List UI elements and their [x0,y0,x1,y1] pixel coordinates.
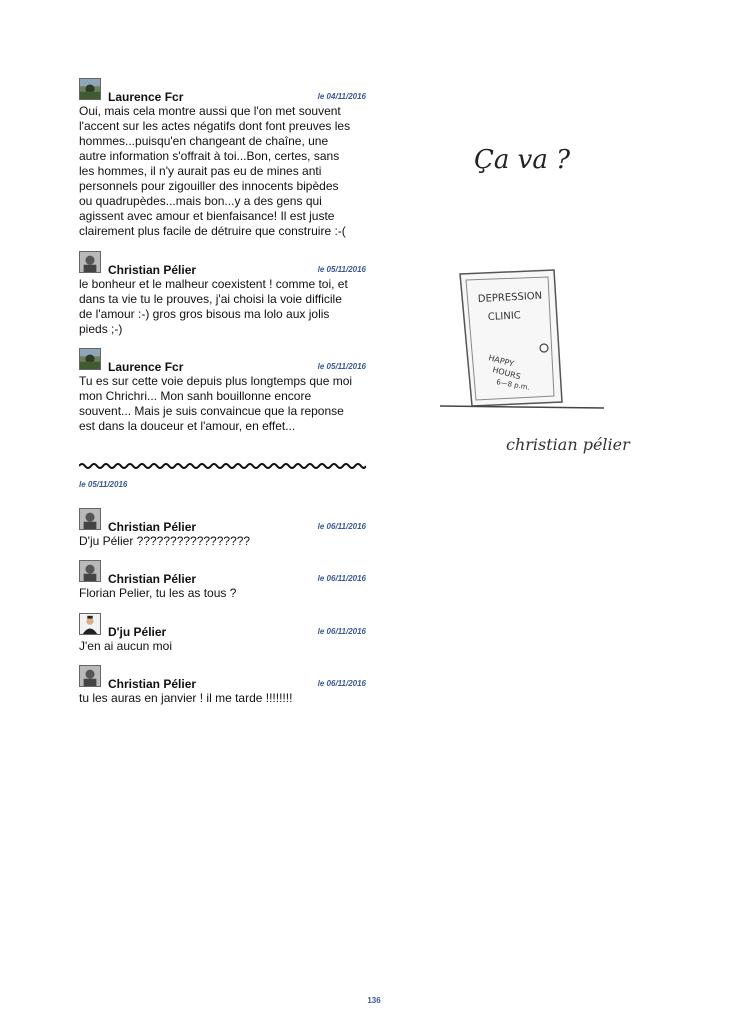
avatar[interactable] [79,348,101,370]
comment-text: J'en ai aucun moi [79,639,173,653]
drawing-signature: christian pélier [506,435,630,454]
comment [79,665,366,706]
comment-date: le 06/11/2016 [317,679,366,688]
comment-header [79,508,366,534]
comment-text: le bonheur et le malheur coexistent ! comme toi, et dans ta vie tu le prouves, j'ai choisi la voie difficile de l'amour :-) gros gros bisous ma lolo aux jolis pieds ;-) [79,277,348,336]
avatar[interactable] [79,78,101,100]
comment-text: tu les auras en janvier ! il me tarde !!!!!!!! [79,691,293,705]
drawing-caption: Ça va ? [474,145,571,175]
comment-date: le 05/11/2016 [317,362,366,371]
portrait-avatar-icon [80,666,100,686]
avatar[interactable] [79,508,101,530]
comment-author[interactable]: Christian Pélier [108,572,197,586]
happy-line: 6—8 p.m. [495,378,531,392]
comment-author[interactable]: Laurence Fcr [108,360,184,374]
comment-author[interactable]: Christian Pélier [108,677,197,691]
comment-date: le 06/11/2016 [317,627,366,636]
comment-text: Florian Pelier, tu les as tous ? [79,586,237,600]
comment-date: le 06/11/2016 [317,574,366,583]
page-number: 136 [367,996,381,1005]
portrait-avatar-icon [80,252,100,272]
avatar[interactable] [79,251,101,273]
comment [79,251,366,337]
section-date: le 05/11/2016 [79,480,128,489]
comment [79,348,366,434]
avatar[interactable] [79,613,101,635]
comment-text: Tu es sur cette voie depuis plus longtemps que moi mon Chrichri... Mon sanh bouillonne encore souvent... Mais je suis convaincue que la reponse est dans la douceur et l'amour, en effet... [79,374,353,433]
comment-date: le 04/11/2016 [317,92,366,101]
portrait-avatar-icon [80,561,100,581]
happy-line: HOURS [491,365,522,382]
comment-date: le 06/11/2016 [317,522,366,531]
comment-header [79,251,366,277]
comment [79,560,366,601]
comment-header [79,348,366,374]
sign-line: CLINIC [487,310,522,323]
portrait-avatar-icon [80,509,100,529]
wavy-divider [79,461,366,471]
comment [79,613,366,654]
sign-line: DEPRESSION [477,290,543,305]
comment-header [79,665,366,691]
person-avatar-icon [80,614,100,634]
comment-text: D'ju Pélier ????????????????? [79,534,251,548]
comment-header [79,613,366,639]
avatar[interactable] [79,560,101,582]
happy-line: HAPPY [487,353,515,369]
comment-text: Oui, mais cela montre aussi que l'on met souvent l'accent sur les actes négatifs dont font preuves les hommes...puisqu'en changeant de chaîne, une autre information s'offrait à toi...Bon, certes, sans les hommes, il n'y aurait pas eu de mines anti personnels pour zigouiller des innocents bipèdes ou quadrupèdes...mais bon...y a des gens qui agissent avec amour et bienfaisance! Il est juste clairement plus facile de détruire que construire :-( [79,104,351,238]
comment-header [79,78,366,104]
landscape-avatar-icon [80,79,100,99]
comment-author[interactable]: Christian Pélier [108,520,197,534]
comment-author[interactable]: D'ju Pélier [108,625,167,639]
avatar[interactable] [79,665,101,687]
comment-date: le 05/11/2016 [317,265,366,274]
comment [79,508,366,549]
comment-author[interactable]: Laurence Fcr [108,90,184,104]
comment-author[interactable]: Christian Pélier [108,263,197,277]
landscape-avatar-icon [80,349,100,369]
comment-header [79,560,366,586]
cartoon-drawing [436,130,652,470]
comment [79,78,366,239]
floor-line [440,406,604,408]
